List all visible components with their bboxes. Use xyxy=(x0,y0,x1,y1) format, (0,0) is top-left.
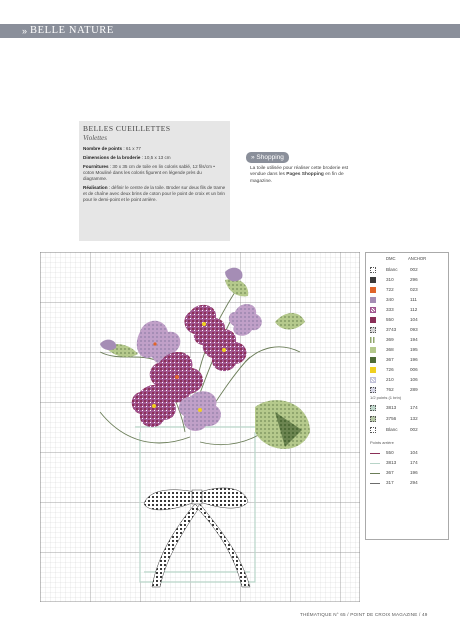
legend-dmc: 340 xyxy=(386,297,394,302)
color-key xyxy=(365,252,449,540)
legend-row xyxy=(370,478,446,488)
legend-row xyxy=(370,355,446,365)
legend-swatch xyxy=(370,267,376,273)
legend-dmc: 367 xyxy=(386,357,394,362)
chart-canvas xyxy=(40,252,360,602)
info-stitch-count xyxy=(83,146,226,152)
legend-anchor: 023 xyxy=(410,287,418,292)
legend-anchor: 294 xyxy=(410,480,418,485)
legend-dmc: 3756 xyxy=(386,416,397,421)
info-text: : 61 x 77 xyxy=(122,146,141,151)
legend-swatch xyxy=(370,287,376,293)
legend-dmc: 368 xyxy=(386,347,394,352)
shopping-text-bold: Pages Shopping xyxy=(286,172,324,178)
info-instructions xyxy=(83,185,226,203)
legend-row xyxy=(370,305,446,315)
legend-dmc: Blanc xyxy=(386,267,398,272)
legend-anchor: 002 xyxy=(410,267,418,272)
legend-dmc: 310 xyxy=(386,277,394,282)
legend-swatch xyxy=(370,357,376,363)
legend-swatch xyxy=(370,367,376,373)
legend-anchor: 002 xyxy=(410,427,418,432)
legend-anchor: 174 xyxy=(410,405,418,410)
backstitch-line-swatch xyxy=(370,453,380,454)
legend-row xyxy=(370,468,446,478)
header-mark: » xyxy=(22,26,28,36)
legend-swatch xyxy=(370,277,376,283)
legend-anchor: 195 xyxy=(410,347,418,352)
legend-dmc: Blanc xyxy=(386,427,398,432)
legend-dmc: 726 xyxy=(386,367,394,372)
legend-row xyxy=(370,414,446,424)
shopping-tag: » Shopping xyxy=(246,152,289,163)
legend-dmc: 3813 xyxy=(386,405,397,410)
legend-swatch xyxy=(370,377,376,383)
info-supplies xyxy=(83,164,226,182)
legend-dmc: 762 xyxy=(386,387,394,392)
shopping-tag-label: Shopping xyxy=(256,154,284,161)
legend-anchor: 132 xyxy=(410,416,418,421)
half-stitch-title: 1/2 points (1 brin) xyxy=(370,395,402,400)
legend-anchor: 289 xyxy=(410,387,418,392)
info-text: : 10,5 x 13 cm xyxy=(140,155,171,160)
legend-row xyxy=(370,448,446,458)
legend-dmc: 722 xyxy=(386,287,394,292)
legend-row xyxy=(370,403,446,413)
legend-anchor: 174 xyxy=(410,460,418,465)
cross-stitch-chart xyxy=(40,252,360,607)
section-title: BELLE NATURE xyxy=(30,25,114,36)
legend-row xyxy=(370,275,446,285)
legend-row xyxy=(370,265,446,275)
backstitch-line-swatch xyxy=(370,463,380,464)
legend-row xyxy=(370,285,446,295)
legend-anchor: 111 xyxy=(410,297,417,302)
legend-dmc: 550 xyxy=(386,450,394,455)
legend-anchor: 194 xyxy=(410,337,418,342)
legend-dmc: 550 xyxy=(386,317,394,322)
legend-row xyxy=(370,295,446,305)
legend-row xyxy=(370,375,446,385)
legend-dmc: 369 xyxy=(386,337,394,342)
shopping-text-a: La toile utilisée pour réaliser cette broderie est vendue dans les xyxy=(250,166,349,178)
info-label: Nombre de points xyxy=(83,146,123,151)
legend-anchor: 112 xyxy=(410,307,418,312)
info-dimensions xyxy=(83,155,226,161)
backstitch-line-swatch xyxy=(370,473,380,474)
legend-row xyxy=(370,325,446,335)
shopping-text xyxy=(250,166,360,185)
legend-row xyxy=(370,335,446,345)
backstitch-line-swatch xyxy=(370,483,380,484)
legend-anchor-header: ANCHOR xyxy=(408,256,427,261)
legend-row xyxy=(370,365,446,375)
legend-dmc: 3743 xyxy=(386,327,397,332)
pattern-subtitle: Violettes xyxy=(83,134,107,142)
legend-dmc: 333 xyxy=(386,307,394,312)
shopping-text-b: en fin de magazine. xyxy=(250,172,344,184)
legend-anchor: 296 xyxy=(410,277,418,282)
legend-swatch xyxy=(370,297,376,303)
legend-dmc: 210 xyxy=(386,377,394,382)
pattern-title: BELLES CUEILLETTES xyxy=(83,124,171,133)
backstitch-title: Points arrière xyxy=(370,440,394,445)
legend-swatch xyxy=(370,327,376,333)
legend-row xyxy=(370,458,446,468)
legend-row xyxy=(370,345,446,355)
legend-dmc: 3813 xyxy=(386,460,397,465)
legend-dmc: 367 xyxy=(386,470,394,475)
legend-dmc: 317 xyxy=(386,480,394,485)
page-footer: THÉMATIQUE N° 65 / POINT DE CROIX MAGAZINE / 49 xyxy=(300,612,428,617)
legend-swatch xyxy=(370,416,376,422)
legend-anchor: 006 xyxy=(410,367,418,372)
legend-swatch xyxy=(370,307,376,313)
legend-swatch xyxy=(370,427,376,433)
info-label: Fournitures xyxy=(83,164,109,169)
legend-swatch xyxy=(370,337,376,343)
legend-swatch xyxy=(370,405,376,411)
info-box xyxy=(79,121,230,241)
legend-swatch xyxy=(370,347,376,353)
legend-row xyxy=(370,385,446,395)
legend-anchor: 104 xyxy=(410,450,418,455)
legend-row xyxy=(370,315,446,325)
legend-anchor: 093 xyxy=(410,327,418,332)
legend-row xyxy=(370,425,446,435)
info-text: : définir le centre de la toile. Broder sur deux fils de trame et de chaîne avec deux brins de coton pour le point de croix et un brin pour le demi-point et le point arrière. xyxy=(83,185,226,202)
info-label: Réalisation xyxy=(83,185,108,190)
info-text: : 30 x 35 cm de toile en lin coloris sablé, 12 fils/cm • coton Mouliné dans les coloris figurent en légende près du diagramme. xyxy=(83,164,215,181)
legend-anchor: 106 xyxy=(410,377,418,382)
legend-swatch xyxy=(370,387,376,393)
legend-anchor: 196 xyxy=(410,470,418,475)
info-label: Dimensions de la broderie xyxy=(83,155,141,160)
legend-dmc-header: DMC xyxy=(386,256,396,261)
legend-anchor: 104 xyxy=(410,317,418,322)
legend-anchor: 196 xyxy=(410,357,418,362)
legend-swatch xyxy=(370,317,376,323)
